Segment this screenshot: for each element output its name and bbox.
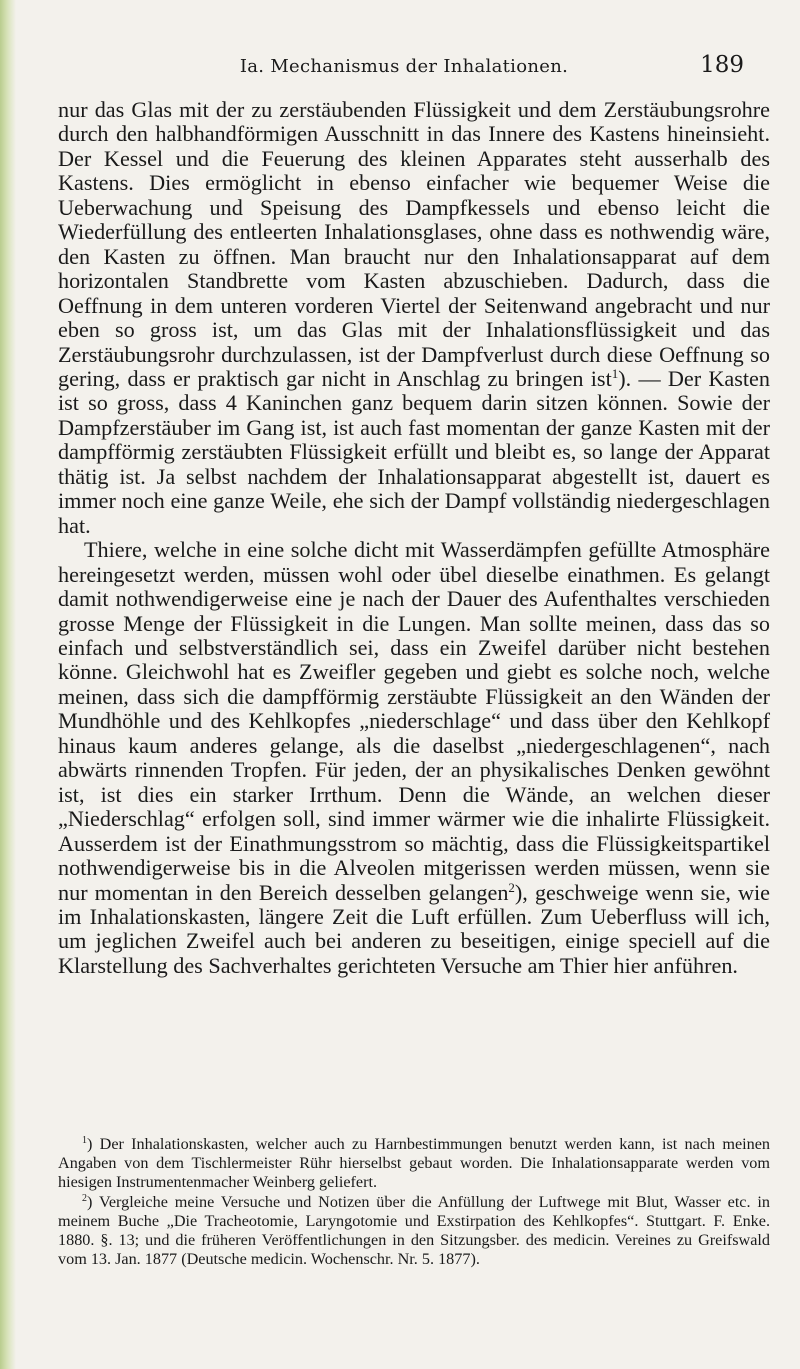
footnote [58, 1135, 770, 1193]
paragraph-text: ), geschweige wenn sie, wie im Inhalationskasten, längere Zeit die Luft erfüllen. Zum Ueberfluss will ich, um jeglichen Zweifel auch bei anderen zu beseitigen, einige speciell auf die Klarstellung des Sachverhaltes gerichteten Versuche am Thier hier anführen. [58, 879, 771, 978]
footnote-marker: 2 [82, 1192, 87, 1204]
paragraph [58, 98, 770, 538]
paragraph [58, 538, 770, 978]
main-text [58, 98, 770, 978]
page-edge [0, 0, 16, 1369]
footnotes [58, 1135, 770, 1269]
page-number: 189 [700, 52, 744, 78]
paragraph-text: Thiere, welche in eine solche dicht mit Wasserdämpfen gefüllte Atmosphäre hereingesetzt werden, müssen wohl oder übel dieselbe einathmen. Es gelangt damit nothwendigerweise eine je nach der Dauer des Aufenthaltes verschieden grosse Menge der Flüssigkeit in die Lungen. Man sollte meinen, dass das so einfach und selbstverständlich sei, dass ein Zweifel darüber nicht bestehen könne. Gleichwohl hat es Zweifler gegeben und giebt es solche noch, welche meinen, dass sich die dampfförmig zerstäubte Flüssigkeit an den Wänden der Mundhöhle und des Kehlkopfes „niederschlage“ und dass über den Kehlkopf hinaus kaum anderes gelange, als die daselbst „niedergeschlagenen“, nach abwärts rinnenden Tropfen. Für jeden, der an physikalisches Denken gewöhnt ist, ist dies ein starker Irrthum. Denn die Wände, an welchen dieser „Niederschlag“ erfolgen soll, sind immer wärmer wie die inhalirte Flüssigkeit. Ausserdem ist der Einathmungsstrom so mächtig, dass die Flüssigkeitspartikel nothwendigerweise bis in die Alveolen mitgerissen werden müssen, wenn sie nur momentan in den Bereich desselben gelangen [58, 537, 770, 905]
footnote-marker: 1 [82, 1135, 87, 1146]
running-header [60, 52, 748, 82]
paragraph-text: nur das Glas mit der zu zerstäubenden Flüssigkeit und dem Zerstäubungsrohre durch den halbhandförmigen Ausschnitt in das Innere des Kastens hineinsieht. Der Kessel und die Feuerung des kleinen Apparates steht ausserhalb des Kastens. Dies ermöglicht in ebenso einfacher wie bequemer Weise die Ueberwachung und Speisung des Dampfkessels und ebenso leicht die Wiederfüllung des entleerten Inhalationsglases, ohne dass es nothwendig wäre, den Kasten zu öffnen. Man braucht nur den Inhalationsapparat auf dem horizontalen Standbrette vom Kasten abzuschieben. Dadurch, dass die Oeffnung in dem unteren vorderen Viertel der Seitenwand angebracht und nur eben so gross ist, um das Glas mit der Inhalationsflüssigkeit und das Zerstäubungsrohr durchzulassen, ist der Dampfverlust durch diese Oeffnung so gering, dass er praktisch gar nicht in Anschlag zu bringen ist [58, 97, 770, 391]
footnote-text: ) Vergleiche meine Versuche und Notizen über die Anfüllung der Luftwege mit Blut, Wasser etc. in meinem Buche „Die Tracheotomie, Laryngotomie und Exstirpation des Kehlkopfes“. Stuttgart. F. Enke. 1880. §. 13; und die früheren Veröffentlichungen in den Sitzungsber. des medicin. Vereines zu Greifswald vom 13. Jan. 1877 (Deutsche medicin. Wochenschr. Nr. 5. 1877). [58, 1192, 770, 1269]
footnote-reference: 2 [508, 879, 515, 895]
footnote [58, 1193, 770, 1270]
running-title: Ia. Mechanismus der Inhalationen. [239, 56, 569, 77]
footnote-text: ) Der Inhalationskasten, welcher auch zu Harnbestimmungen benutzt werden kann, ist nach meinen Angaben von dem Tischlermeister Rühr hierselbst gebaut worden. Die Inhalationsapparate werden vom hiesigen Instrumentenmacher Weinberg geliefert. [58, 1135, 770, 1192]
paragraph-text: ). — Der Kasten ist so gross, dass 4 Kaninchen ganz bequem darin sitzen können. Sowie der Dampfzerstäuber im Gang ist, ist auch fast momentan der ganze Kasten mit der dampfförmig zerstäubten Flüssigkeit erfüllt und bleibt es, so lange der Apparat thätig ist. Ja selbst nachdem der Inhalationsapparat abgestellt ist, dauert es immer noch eine ganze Weile, ehe sich der Dampf vollständig niedergeschlagen hat. [58, 365, 771, 538]
footnote-reference: 1 [611, 365, 619, 381]
